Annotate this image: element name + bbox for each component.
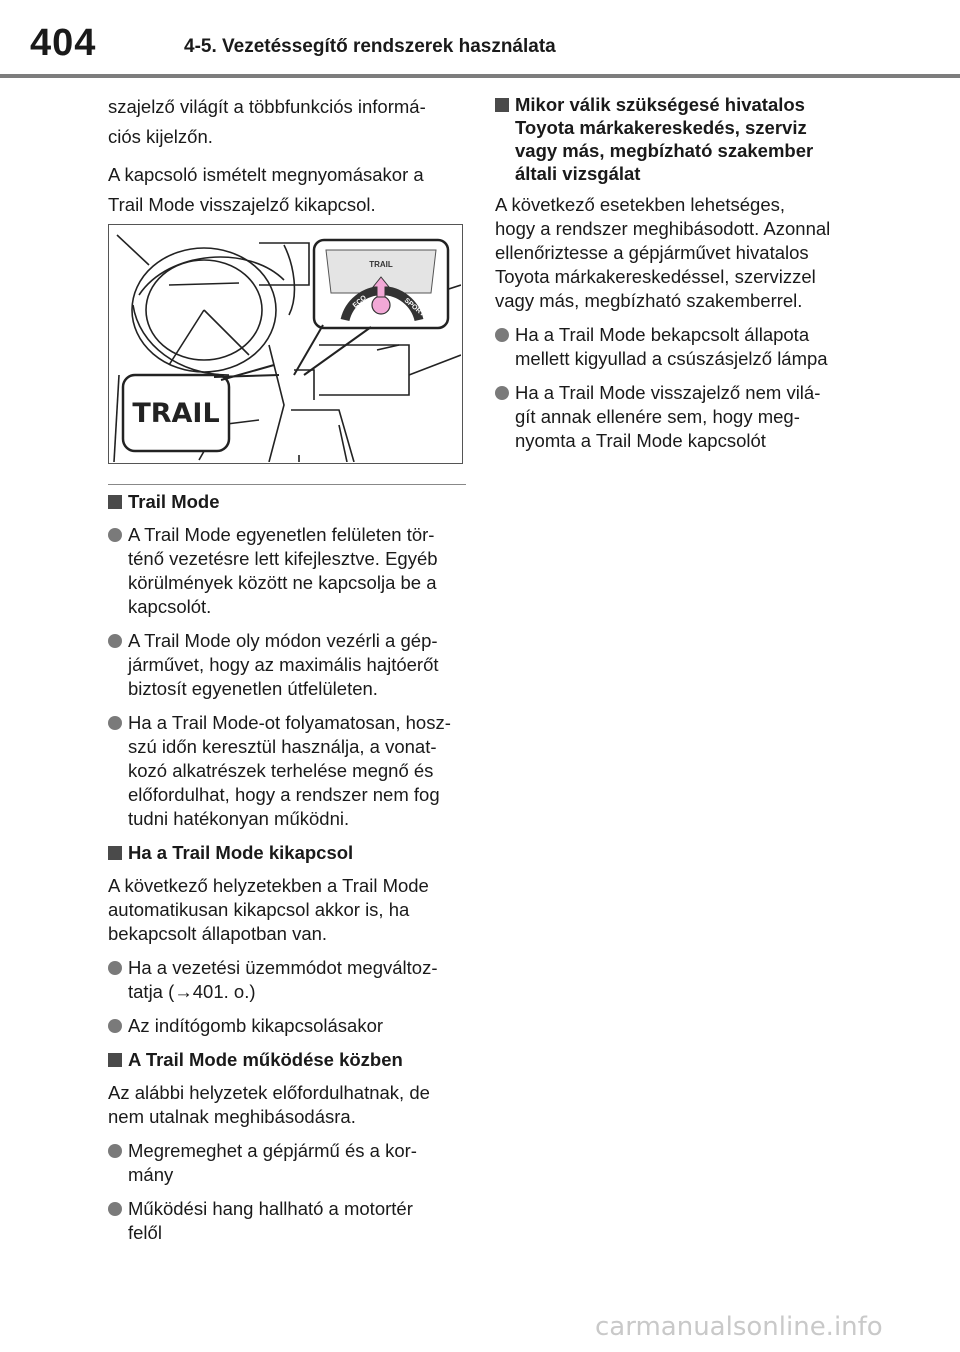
round-bullet-icon xyxy=(108,1144,122,1158)
para-line: A következő esetekben lehetséges, xyxy=(495,194,786,215)
intro-line: ciós kijelzőn. xyxy=(108,126,213,147)
list-line: előfordulhat, hogy a rendszer nem fog xyxy=(128,784,440,805)
heading-text: Trail Mode xyxy=(128,491,220,512)
list-line: tatja (→401. o.) xyxy=(128,981,256,1002)
sport-label: SPORT xyxy=(402,297,426,319)
intro-line: A kapcsoló ismételt megnyomásakor a xyxy=(108,164,424,185)
trail-button-label: TRAIL xyxy=(132,398,220,429)
para-line: Toyota márkakereskedéssel, szervizzel xyxy=(495,266,816,287)
section-heading xyxy=(108,1048,468,1071)
round-bullet-icon xyxy=(108,961,122,975)
heading-line: Mikor válik szükségesé hivatalos xyxy=(515,94,805,115)
paragraph xyxy=(108,874,468,946)
para-line: A következő helyzetekben a Trail Mode xyxy=(108,875,429,896)
display-label: TRAIL xyxy=(369,260,393,269)
list-line: Megremeghet a gépjármű és a kor- xyxy=(128,1140,417,1161)
left-sections xyxy=(108,490,468,1255)
section-heading xyxy=(108,841,468,864)
list-line: nyomta a Trail Mode kapcsolót xyxy=(515,430,766,451)
list-line: Ha a Trail Mode bekapcsolt állapota xyxy=(515,324,810,345)
list-line: A Trail Mode oly módon vezérli a gép- xyxy=(128,630,438,651)
list-line: kapcsolót. xyxy=(128,596,212,617)
para-line: bekapcsolt állapotban van. xyxy=(108,923,328,944)
trail-mode-figure xyxy=(108,224,463,464)
list-line: mány xyxy=(128,1164,174,1185)
round-bullet-icon xyxy=(108,716,122,730)
page-header xyxy=(0,0,960,80)
para-line: vagy más, megbízható szakemberrel. xyxy=(495,290,803,311)
list-item xyxy=(495,323,860,371)
round-bullet-icon xyxy=(108,1019,122,1033)
list-line: körülmények között ne kapcsolja be a xyxy=(128,572,437,593)
round-bullet-icon xyxy=(108,634,122,648)
list-item xyxy=(495,381,860,453)
square-bullet-icon xyxy=(495,98,509,112)
square-bullet-icon xyxy=(108,495,122,509)
list-line: biztosít egyenetlen útfelületen. xyxy=(128,678,378,699)
list-line: ténő vezetésre lett kifejlesztve. Egyéb xyxy=(128,548,438,569)
round-bullet-icon xyxy=(495,386,509,400)
heading-line: vagy más, megbízható szakember xyxy=(515,140,814,161)
intro-text xyxy=(108,92,468,228)
intro-line: Trail Mode visszajelző kikapcsol. xyxy=(108,194,376,215)
page-number: 404 xyxy=(30,22,97,64)
list-line: Az indítógomb kikapcsolásakor xyxy=(128,1015,384,1036)
trail-mode-switch-illustration xyxy=(109,225,461,462)
para-line: nem utalnak meghibásodásra. xyxy=(108,1106,356,1127)
list-line: szú időn keresztül használja, a vonat- xyxy=(128,736,437,757)
heading-text: Ha a Trail Mode kikapcsol xyxy=(128,842,354,863)
list-line: Ha a Trail Mode-ot folyamatosan, hosz- xyxy=(128,712,451,733)
para-line: automatikusan kikapcsol akkor is, ha xyxy=(108,899,410,920)
square-bullet-icon xyxy=(108,1053,122,1067)
list-item xyxy=(108,1197,468,1245)
para-line: ellenőriztesse a gépjárművet hivatalos xyxy=(495,242,809,263)
para-line: Az alábbi helyzetek előfordulhatnak, de xyxy=(108,1082,430,1103)
section-heading xyxy=(108,490,468,513)
list-line: Ha a Trail Mode visszajelző nem vilá- xyxy=(515,382,821,403)
section-heading xyxy=(495,93,860,185)
list-item xyxy=(108,523,468,619)
heading-line: Toyota márkakereskedés, szerviz xyxy=(515,117,807,138)
list-line: gít annak ellenére sem, hogy meg- xyxy=(515,406,800,427)
list-line: mellett kigyullad a csúszásjelző lámpa xyxy=(515,348,828,369)
list-item xyxy=(108,629,468,701)
eco-label: ECO xyxy=(351,294,368,310)
list-line: Ha a vezetési üzemmódot megváltoz- xyxy=(128,957,438,978)
list-item xyxy=(108,956,468,1004)
list-item xyxy=(108,711,468,831)
para-line: hogy a rendszer meghibásodott. Azonnal xyxy=(495,218,831,239)
square-bullet-icon xyxy=(108,846,122,860)
header-rule xyxy=(0,74,960,78)
heading-text: A Trail Mode működése közben xyxy=(128,1049,403,1070)
round-bullet-icon xyxy=(108,528,122,542)
paragraph xyxy=(495,193,860,313)
list-line: Működési hang hallható a motortér xyxy=(128,1198,413,1219)
list-item xyxy=(108,1014,468,1038)
section-title: 4-5. Vezetéssegítő rendszerek használata xyxy=(184,36,556,57)
list-line: kozó alkatrészek terhelése megnő és xyxy=(128,760,434,781)
intro-line: szajelző világít a többfunkciós informá- xyxy=(108,96,426,117)
list-line: felől xyxy=(128,1222,162,1243)
round-bullet-icon xyxy=(495,328,509,342)
list-line: tudni hatékonyan működni. xyxy=(128,808,350,829)
figure-divider xyxy=(108,484,466,485)
list-line: A Trail Mode egyenetlen felületen tör- xyxy=(128,524,435,545)
round-bullet-icon xyxy=(108,1202,122,1216)
list-item xyxy=(108,1139,468,1187)
right-section xyxy=(495,93,860,463)
paragraph xyxy=(108,1081,468,1129)
heading-line: általi vizsgálat xyxy=(515,163,641,184)
list-line: járművet, hogy az maximális hajtóerőt xyxy=(128,654,439,675)
watermark: carmanualsonline.info xyxy=(595,1312,883,1342)
